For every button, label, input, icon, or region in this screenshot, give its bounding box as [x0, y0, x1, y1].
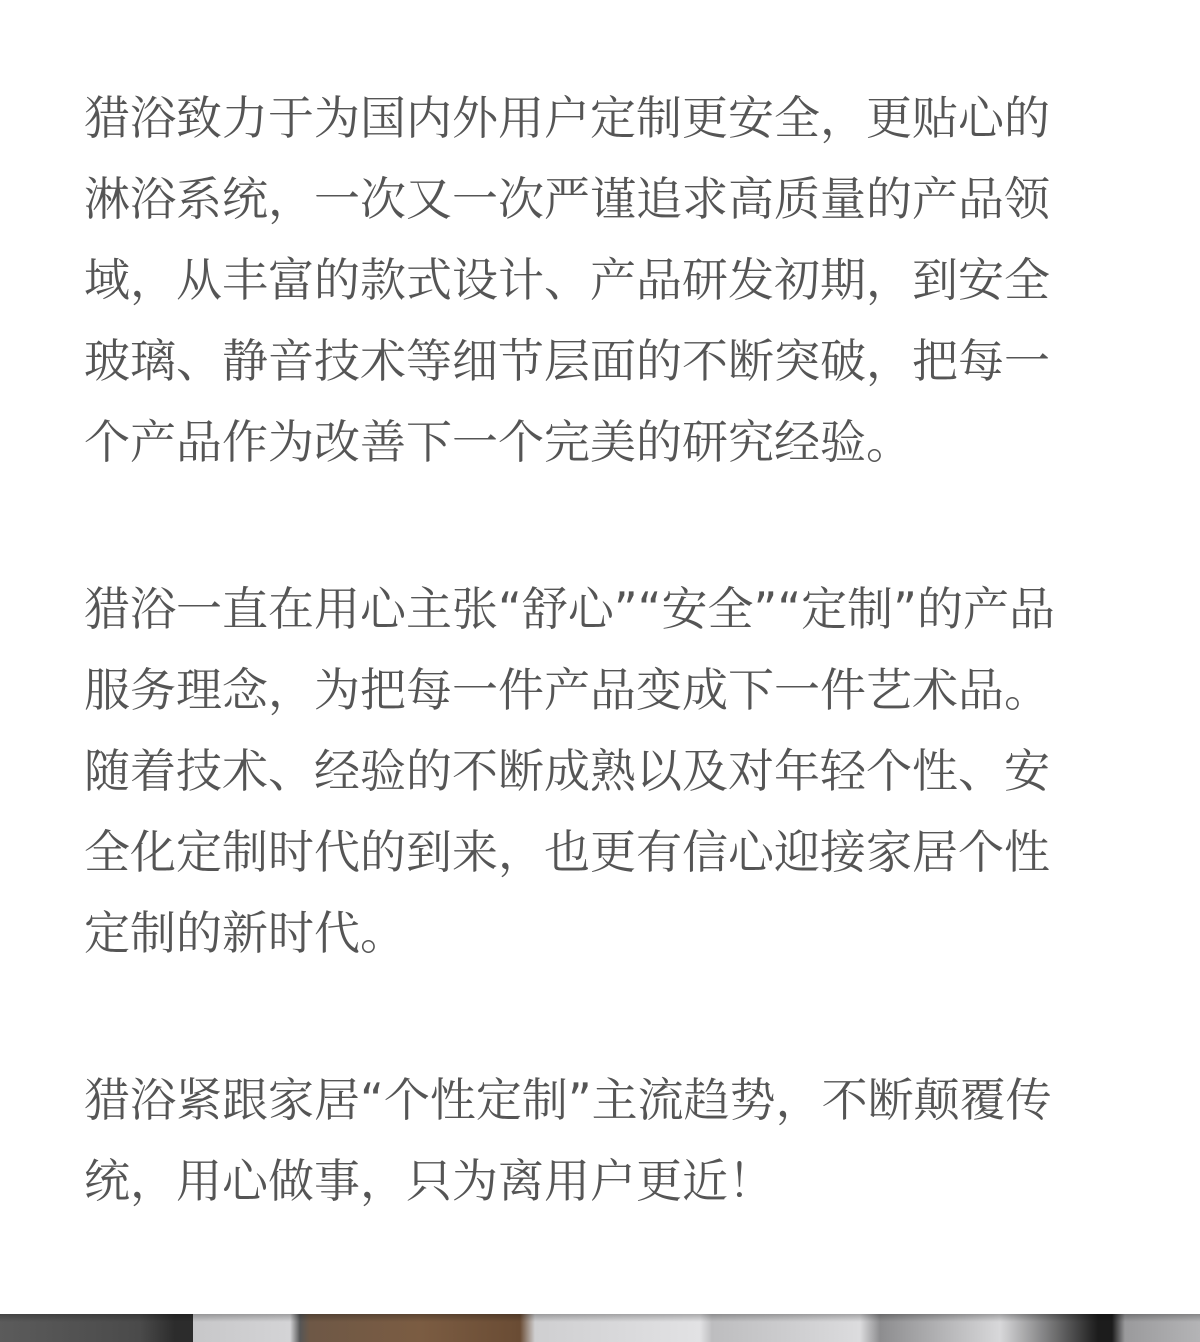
text-line: 猎浴一直在用心主张“舒心”“安全”“定制”的产品 — [84, 582, 1055, 636]
text-line: 统，用心做事，只为离用户更近！ — [84, 1154, 774, 1208]
text-line: 猎浴紧跟家居“个性定制”主流趋势，不断颠覆传 — [84, 1073, 1052, 1127]
paragraph-brand-trend — [84, 1060, 1114, 1222]
text-line: 定制的新时代。 — [84, 906, 406, 960]
text-line: 服务理念，为把每一件产品变成下一件艺术品。 — [84, 663, 1050, 717]
brand-text-content — [84, 78, 1114, 1308]
text-line: 域，从丰富的款式设计、产品研发初期，到安全 — [84, 253, 1050, 307]
text-line: 淋浴系统，一次又一次严谨追求高质量的产品领 — [84, 172, 1050, 226]
text-line: 猎浴致力于为国内外用户定制更安全，更贴心的 — [84, 91, 1050, 145]
text-line: 随着技术、经验的不断成熟以及对年轻个性、安 — [84, 744, 1050, 798]
text-line: 全化定制时代的到来，也更有信心迎接家居个性 — [84, 825, 1050, 879]
text-line: 玻璃、静音技术等细节层面的不断突破，把每一 — [84, 334, 1050, 388]
paragraph-brand-mission — [84, 78, 1114, 483]
paragraph-brand-philosophy — [84, 569, 1114, 974]
text-line: 个产品作为改善下一个完美的研究经验。 — [84, 415, 912, 469]
product-photo-edge — [0, 1314, 1200, 1342]
